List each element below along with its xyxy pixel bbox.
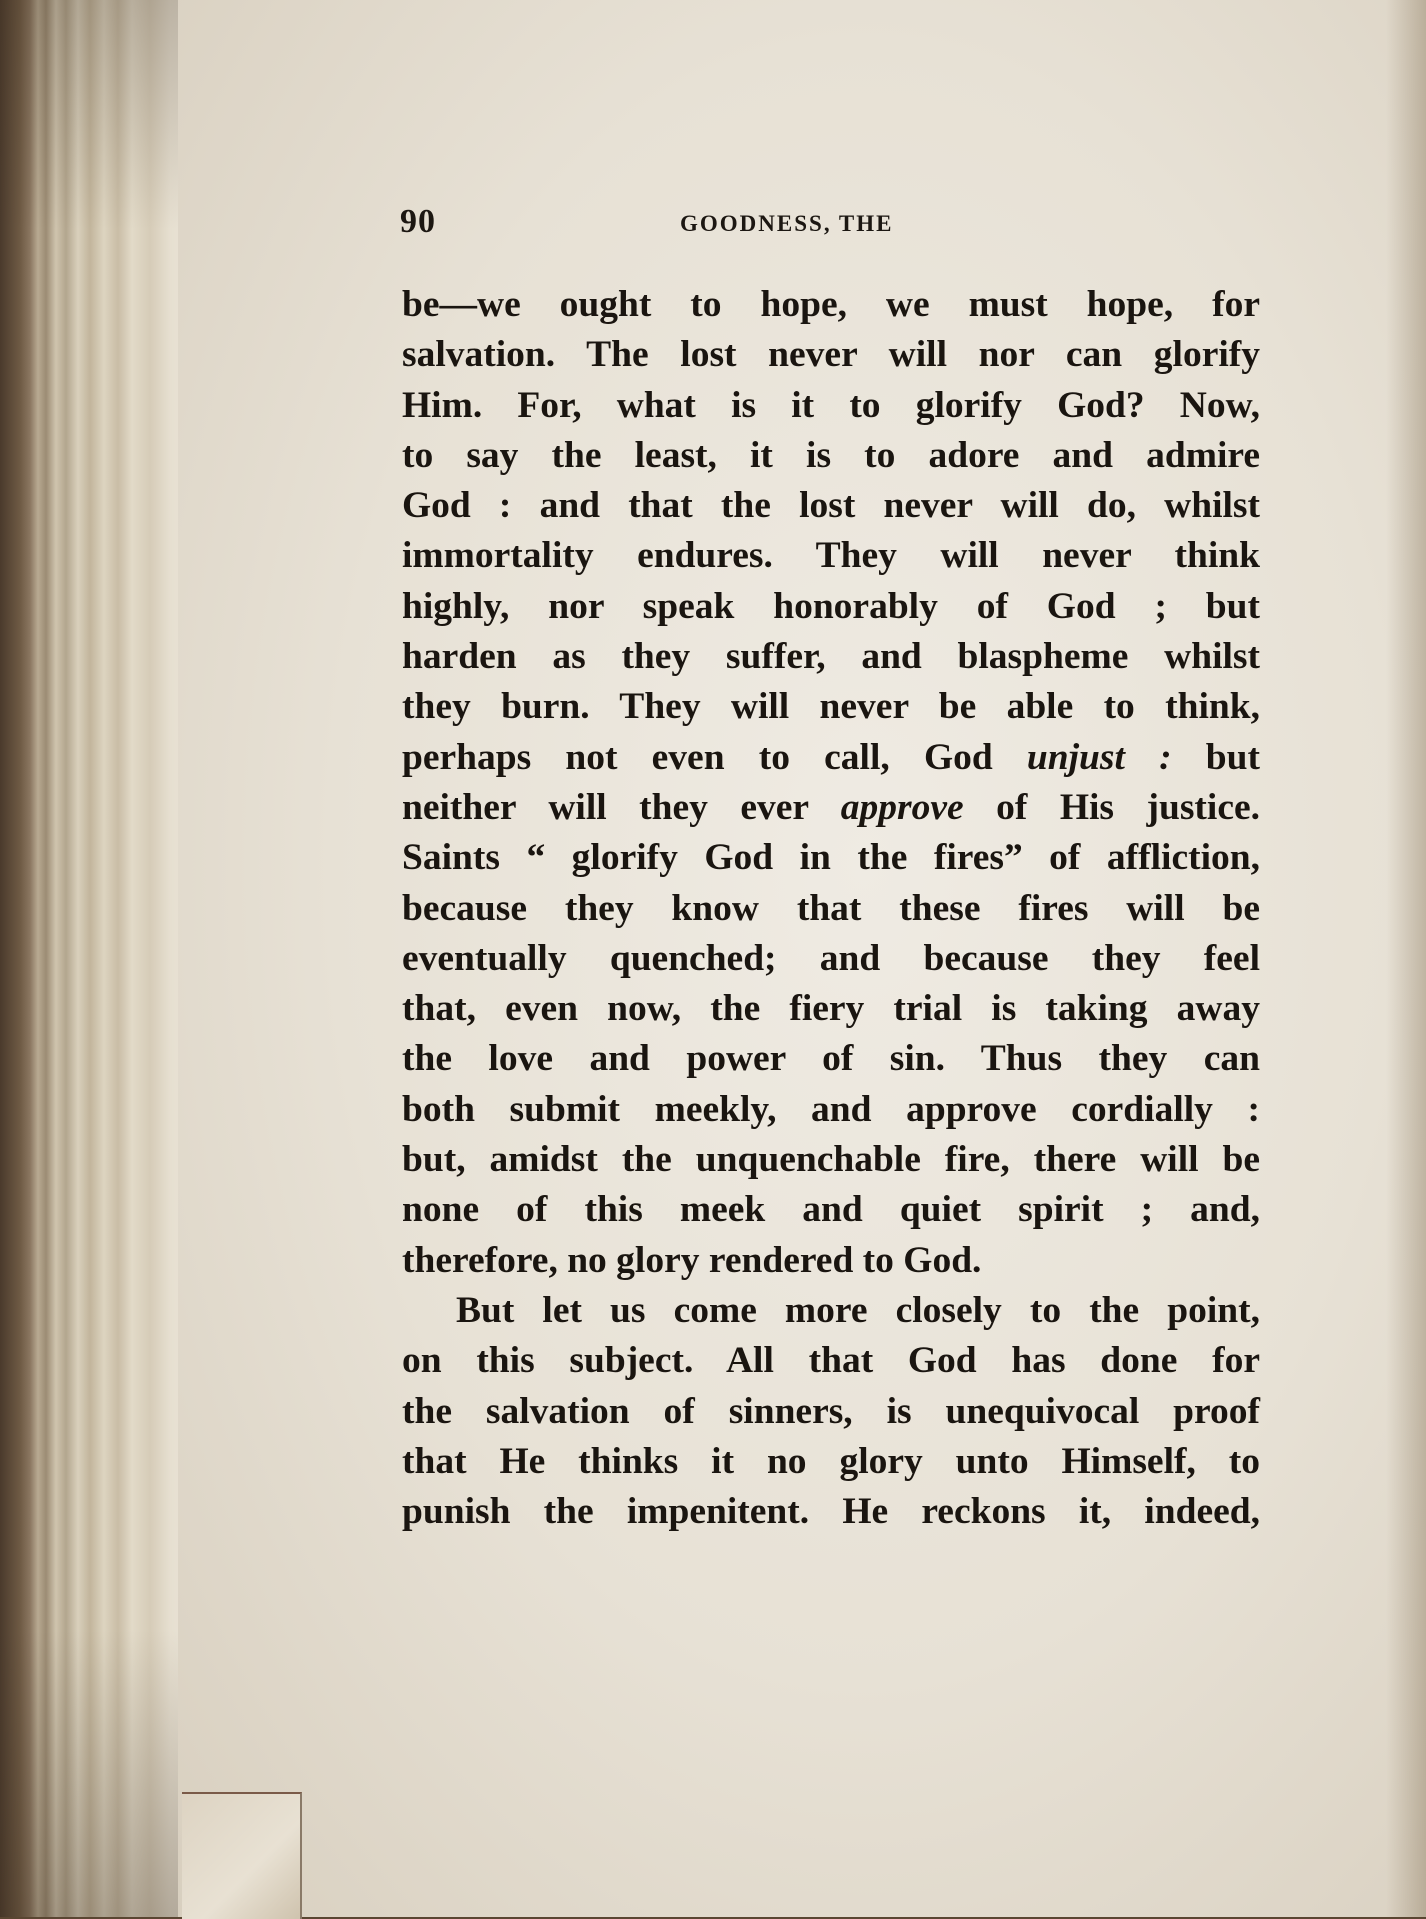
folded-corner xyxy=(182,1792,302,1919)
text-line-with-italic xyxy=(402,733,1260,783)
text-line: that, even now, the fiery trial is taking away xyxy=(402,988,1260,1030)
text-line: God : and that the lost never will do, whilst xyxy=(402,485,1260,527)
text-line: they burn. They will never be able to think, xyxy=(402,686,1260,728)
text-line: the love and power of sin. Thus they can xyxy=(402,1038,1260,1080)
text-line: on this subject. All that God has done for xyxy=(402,1340,1260,1382)
running-head: GOODNESS, THE xyxy=(680,211,894,236)
page-header xyxy=(400,203,1260,253)
text-line: that He thinks it no glory unto Himself, to xyxy=(402,1440,1260,1482)
text-line-with-italic xyxy=(402,783,1260,833)
text-line: immortality endures. They will never think xyxy=(402,535,1260,577)
text-line: because they know that these fires will be xyxy=(402,887,1260,929)
text-line: Him. For, what is it to glorify God? Now, xyxy=(402,384,1260,426)
text-line: both submit meekly, and approve cordially : xyxy=(402,1088,1260,1130)
text-line: to say the least, it is to adore and admire xyxy=(402,434,1260,476)
text-run: of His justice. xyxy=(963,786,1260,828)
text-line: salvation. The lost never will nor can glorify xyxy=(402,334,1260,376)
text-line: the salvation of sinners, is unequivocal proof xyxy=(402,1390,1260,1432)
text-run: perhaps not even to call, God xyxy=(402,736,1027,778)
text-line: highly, nor speak honorably of God ; but xyxy=(402,585,1260,627)
text-line: none of this meek and quiet spirit ; and, xyxy=(402,1189,1260,1231)
body-text xyxy=(402,280,1260,1537)
text-line: but, amidst the unquenchable fire, there will be xyxy=(402,1139,1260,1181)
text-line: punish the impenitent. He reckons it, indeed, xyxy=(402,1491,1260,1533)
text-run: neither will they ever xyxy=(402,786,841,828)
text-line: Saints “ glorify God in the fires” of affliction, xyxy=(402,837,1260,879)
text-line: harden as they suffer, and blaspheme whilst xyxy=(402,636,1260,678)
text-line: But let us come more closely to the point, xyxy=(456,1289,1260,1331)
page-number: 90 xyxy=(400,203,436,240)
italic-run: unjust : xyxy=(1026,736,1172,778)
text-line: eventually quenched; and because they feel xyxy=(402,937,1260,979)
page-gutter-shadow xyxy=(1386,0,1426,1917)
text-line: be—we ought to hope, we must hope, for xyxy=(402,284,1260,325)
text-run: but xyxy=(1171,736,1260,778)
text-line: therefore, no glory rendered to God. xyxy=(402,1239,982,1281)
italic-run: approve xyxy=(840,786,964,828)
page-edges xyxy=(0,0,190,1917)
